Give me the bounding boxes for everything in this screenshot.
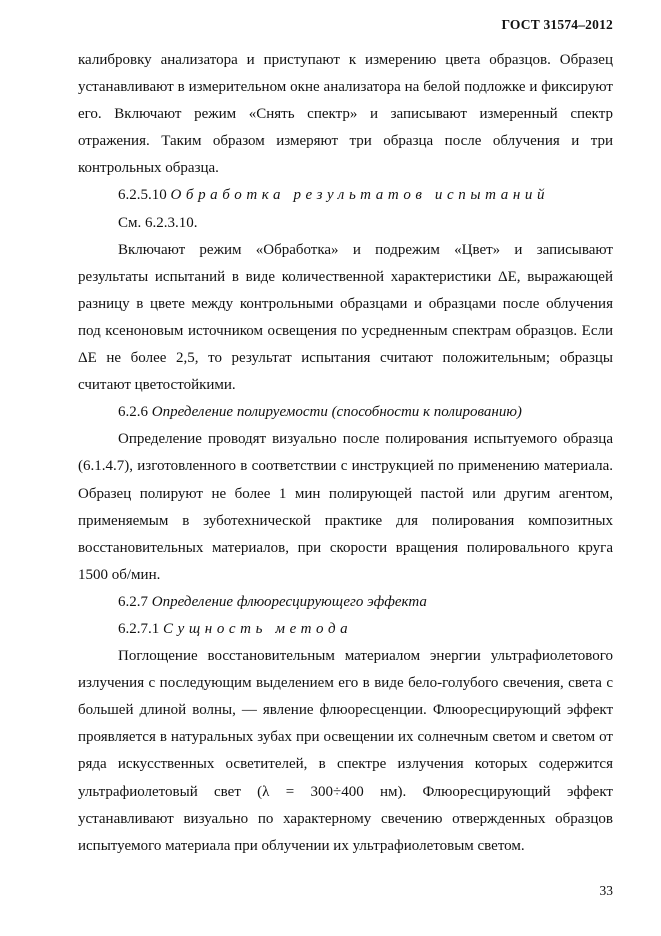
section-heading-6-2-6 xyxy=(78,399,613,426)
section-number: 6.2.7 xyxy=(118,593,148,610)
section-number: 6.2.5.10 xyxy=(118,187,167,204)
paragraph-fluorescence: Поглощение восстановительным материалом энергии ультрафиолетового излучения с последующим выделением его в виде бело-голубого свечения, света с большей длиной волны, — явление флюоресценции. Флюоресцирующий эффект проявляется в натуральных зубах при освещении их солнечным светом и светом от ряда искусственных осветителей, в спектре излучения которых содержится ультрафиолетовый свет (λ = 300÷400 нм). Флюоресцирующий эффект устанавливают визуально по характерному свечению отвержденных образцов испытуемого материала при облучении их ультрафиолетовым светом. xyxy=(78,648,613,854)
paragraph-processing: Включают режим «Обработка» и подрежим «Цвет» и записывают результаты испытаний в виде количественной характеристики ΔE, выражающей разницу в цвете между контрольными образцами и образцами после облучения под ксеноновым источником освещения по усредненным спектрам образцов. Если ΔE не более 2,5, то результат испытания считают положительным; образцы считают цветостойкими. xyxy=(78,241,613,394)
section-heading-6-2-7-1 xyxy=(78,616,613,643)
section-heading-6-2-5-10 xyxy=(78,182,613,209)
page-body xyxy=(78,47,613,860)
section-title: Определение полируемости (способности к полированию) xyxy=(151,404,522,421)
section-heading-6-2-7 xyxy=(78,589,613,616)
paragraph-reference: См. 6.2.3.10. xyxy=(118,214,198,231)
paragraph-calibration: калибровку анализатора и приступают к измерению цвета образцов. Образец устанавливают в измерительном окне анализатора на белой подложке и фиксируют его. Включают режим «Снять спектр» и записывают измеренный спектр отражения. Таким образом измеряют три образца после облучения и три контрольных образца. xyxy=(78,52,613,177)
page-number: 33 xyxy=(599,883,613,898)
paragraph-polishing: Определение проводят визуально после полирования испытуемого образца (6.1.4.7), изготовленного в соответствии с инструкцией по применению материала. Образец полируют не более 1 мин полирующей пастой или другим агентом, применяемым в зуботехнической практике для полирования композитных восстановительных материалов, при скорости вращения полировального круга 1500 об/мин. xyxy=(78,431,613,583)
section-title: Обработка результатов испытаний xyxy=(170,187,550,204)
document-standard-id: ГОСТ 31574–2012 xyxy=(501,17,613,32)
section-title: Сущность метода xyxy=(163,620,353,637)
section-number: 6.2.6 xyxy=(118,404,148,421)
section-title: Определение флюоресцирующего эффекта xyxy=(151,593,427,610)
section-number: 6.2.7.1 xyxy=(118,620,160,637)
